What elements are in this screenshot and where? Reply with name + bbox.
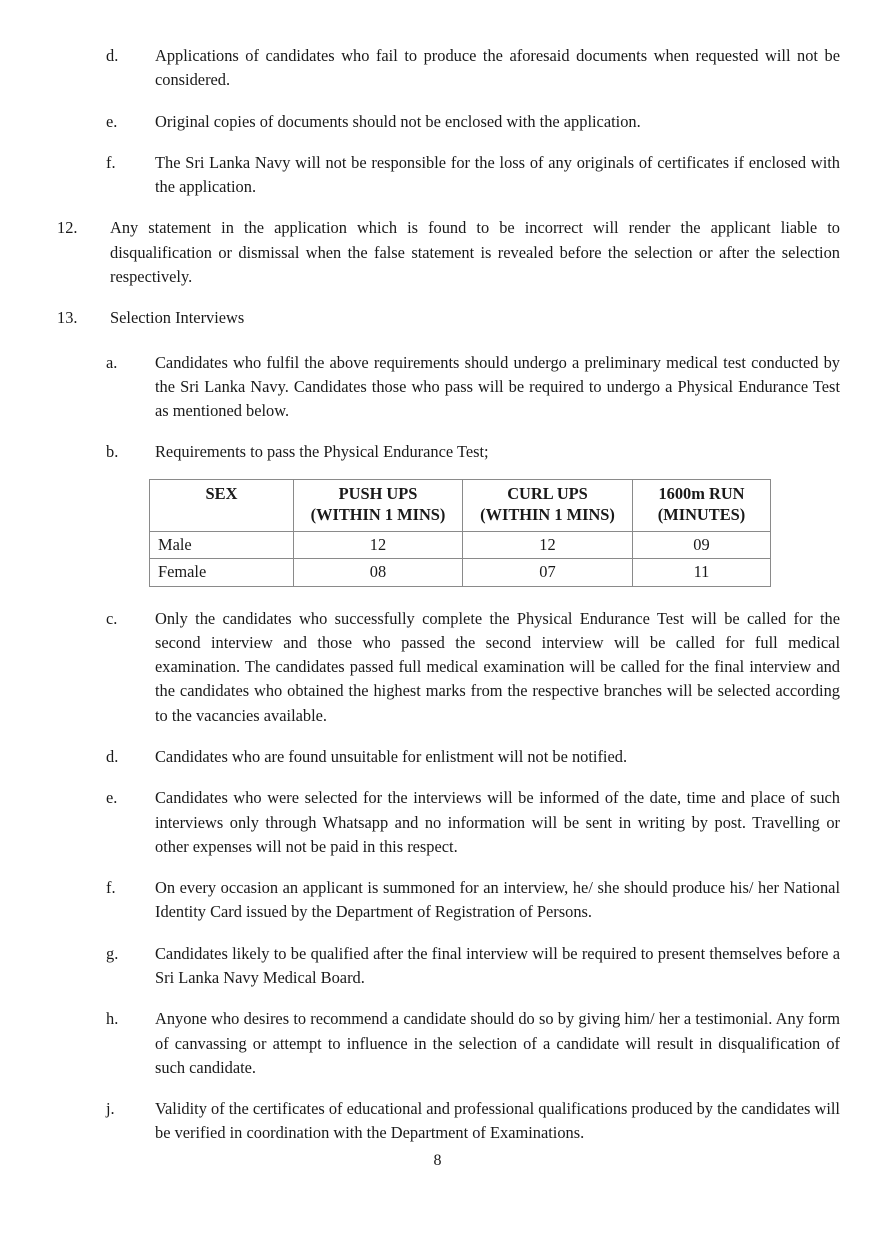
table-row (150, 559, 771, 586)
sub-clause-d-2 (106, 745, 840, 769)
sub-clause-e-2 (106, 786, 840, 859)
column-header-line1: 1600m RUN (658, 483, 745, 503)
sub-clause-text: Candidates who are found unsuitable for enlistment will not be notified. (155, 747, 628, 767)
sub-clause-marker: j. (106, 1099, 115, 1119)
cell-push-ups: 12 (294, 531, 463, 558)
sub-clause-marker: f. (106, 152, 116, 172)
sub-clause-text: Anyone who desires to recommend a candidate should do so by giving him/ her a testimonial. Any form of canvassing or attempt to influence in the selection of a candidate will result in disqualification of such candidate. (155, 1009, 840, 1077)
sub-clause-c (106, 607, 840, 728)
table-body (150, 531, 771, 586)
sub-clause-marker: h. (106, 1009, 119, 1029)
sub-clause-text: Candidates who fulfil the above requirements should undergo a preliminary medical test conducted by the Sri Lanka Navy. Candidates those who pass will be required to undergo a Physical Endurance Test as mentioned below. (155, 352, 840, 421)
cell-1600m-run: 09 (633, 531, 771, 558)
sub-clause-marker: e. (106, 788, 118, 808)
column-header-line1: PUSH UPS (338, 483, 418, 503)
sub-clause-text: Validity of the certificates of educational and professional qualifications produced by the candidates will be verified in coordination with the Department of Examinations. (155, 1099, 840, 1143)
sub-clause-text: Only the candidates who successfully complete the Physical Endurance Test will be called for the second interview and those who passed the second interview will be called for full medical examination. The candidates passed full medical examination will be called for the final interview and the candidates who obtained the highest marks from the respective branches will be selected according to the vacancies available. (155, 608, 840, 725)
cell-1600m-run: 11 (633, 559, 771, 586)
sub-clause-marker: c. (106, 608, 118, 628)
table-header (150, 479, 771, 531)
sub-clause-f (106, 151, 840, 200)
page-content (57, 44, 840, 1146)
column-header-line2: (MINUTES) (657, 505, 746, 525)
sub-clause-text: Candidates who were selected for the interviews will be informed of the date, time and place of such interviews only through Whatsapp and no information will be sent in writing by post. Travelling or other expenses will not be paid in this respect. (155, 788, 840, 856)
column-header-sex (150, 479, 294, 531)
column-header-curl-ups (463, 479, 633, 531)
sub-clause-marker: e. (106, 111, 118, 131)
table-row (150, 531, 771, 558)
cell-push-ups: 08 (294, 559, 463, 586)
sub-clause-text: Candidates likely to be qualified after the final interview will be required to present themselves before a Sri Lanka Navy Medical Board. (155, 943, 840, 987)
sub-clause-text: On every occasion an applicant is summoned for an interview, he/ she should produce his/ her National Identity Card issued by the Department of Registration of Persons. (155, 878, 840, 922)
clause-13 (57, 306, 840, 330)
sub-clause-marker: f. (106, 878, 116, 898)
cell-curl-ups: 07 (463, 559, 633, 586)
column-header-line1: SEX (205, 483, 238, 503)
clause-marker: 13. (57, 308, 78, 328)
column-header-line2: (WITHIN 1 MINS) (480, 505, 615, 525)
sub-clause-text: Requirements to pass the Physical Endurance Test; (155, 442, 489, 462)
clause-text: Any statement in the application which is found to be incorrect will render the applicant liable to disqualification or dismissal when the false statement is revealed before the selection or after the selection respectively. (110, 218, 840, 286)
sub-clause-d (106, 44, 840, 93)
sub-clause-f-2 (106, 876, 840, 925)
table-header-row (150, 479, 771, 531)
sub-clause-marker: d. (106, 46, 119, 65)
sub-clause-e (106, 110, 840, 134)
page-number: 8 (433, 1152, 442, 1169)
sub-clause-h (106, 1007, 840, 1080)
sub-clause-marker: b. (106, 442, 119, 462)
sub-clause-text: The Sri Lanka Navy will not be responsible for the loss of any originals of certificates if enclosed with the application. (155, 152, 840, 197)
sub-clause-marker: d. (106, 747, 119, 767)
sub-clause-a (106, 351, 840, 424)
column-header-push-ups (294, 479, 463, 531)
column-header-line2: (WITHIN 1 MINS) (310, 505, 446, 525)
clause-heading-text: Selection Interviews (110, 308, 245, 328)
column-header-line1: CURL UPS (507, 483, 588, 503)
cell-sex: Female (150, 559, 294, 586)
sub-clause-j (106, 1097, 840, 1146)
column-header-1600m-run (633, 479, 771, 531)
clause-12 (57, 216, 840, 289)
sub-clause-g (106, 942, 840, 991)
sub-clause-text: Applications of candidates who fail to produce the aforesaid documents when requested will not be considered. (155, 46, 840, 90)
clause-marker: 12. (57, 218, 78, 238)
sub-clause-marker: g. (106, 943, 119, 963)
sub-clause-b (106, 440, 840, 464)
sub-clause-marker: a. (106, 352, 118, 372)
cell-sex: Male (150, 531, 294, 558)
physical-endurance-table-wrapper (57, 479, 840, 587)
cell-curl-ups: 12 (463, 531, 633, 558)
physical-endurance-table (149, 479, 771, 587)
sub-clause-text: Original copies of documents should not be enclosed with the application. (155, 111, 641, 131)
